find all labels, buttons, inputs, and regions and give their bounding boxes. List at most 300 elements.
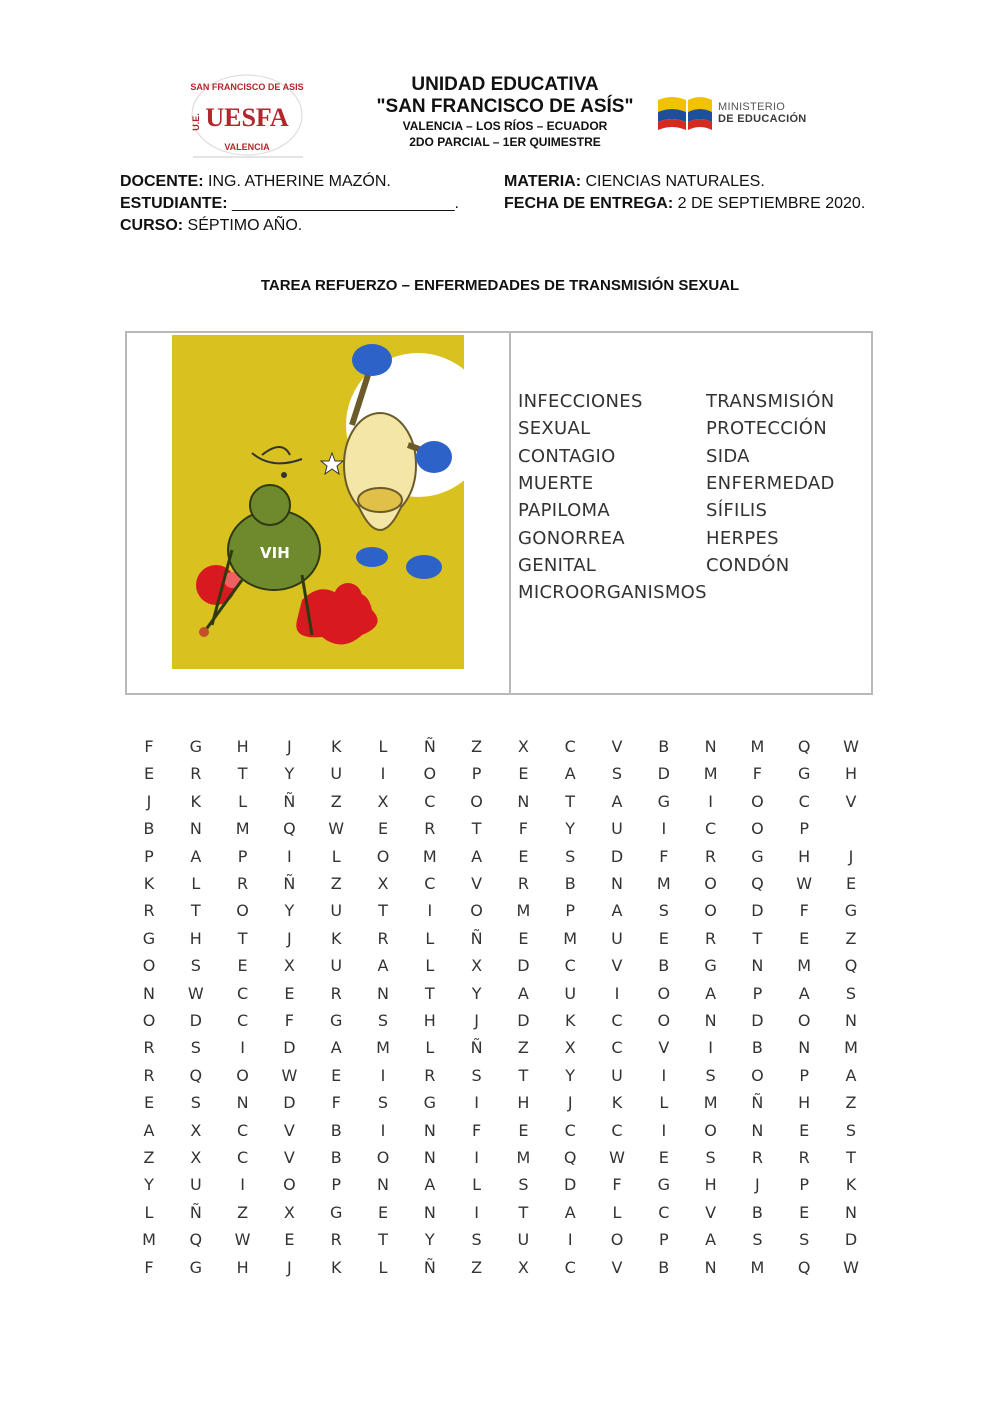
grid-letter[interactable]: P (331, 1175, 342, 1195)
grid-letter[interactable]: J (848, 846, 854, 866)
grid-letter[interactable]: Y (565, 1065, 576, 1085)
grid-letter[interactable]: M (563, 928, 578, 948)
grid-letter[interactable]: M (703, 1093, 718, 1113)
grid-letter[interactable]: H (798, 846, 811, 866)
grid-letter[interactable]: I (708, 791, 713, 811)
grid-letter[interactable]: S (799, 1230, 810, 1250)
grid-letter[interactable]: M (516, 901, 531, 921)
grid-letter[interactable]: G (142, 928, 156, 948)
grid-letter[interactable]: I (661, 1065, 667, 1085)
grid-letter[interactable]: R (190, 764, 202, 784)
grid-letter[interactable]: I (240, 1175, 245, 1195)
grid-letter[interactable]: B (658, 737, 670, 756)
grid-letter[interactable]: J (287, 737, 292, 756)
grid-letter[interactable]: V (705, 1202, 717, 1222)
grid-letter[interactable]: A (564, 764, 576, 784)
grid-letter[interactable]: V (611, 1257, 623, 1277)
grid-letter[interactable]: L (659, 1093, 669, 1113)
grid-letter[interactable]: J (287, 928, 292, 948)
grid-letter[interactable]: X (517, 737, 529, 756)
grid-letter[interactable]: Ñ (470, 928, 483, 948)
grid-letter[interactable]: N (423, 1120, 436, 1140)
grid-letter[interactable]: T (424, 983, 435, 1003)
grid-letter[interactable]: F (331, 1093, 341, 1113)
grid-letter[interactable]: A (705, 983, 717, 1003)
grid-letter[interactable]: Y (565, 819, 576, 839)
grid-letter[interactable]: G (423, 1093, 436, 1113)
grid-letter[interactable]: R (143, 901, 155, 921)
grid-letter[interactable]: C (424, 874, 436, 893)
grid-letter[interactable]: X (190, 1148, 202, 1167)
grid-letter[interactable]: E (518, 928, 529, 948)
grid-letter[interactable]: C (424, 791, 436, 811)
grid-letter[interactable]: F (144, 1257, 154, 1277)
grid-letter[interactable]: L (191, 874, 201, 893)
grid-letter[interactable]: O (657, 983, 671, 1003)
grid-letter[interactable]: N (704, 737, 717, 756)
grid-letter[interactable]: P (752, 983, 763, 1003)
grid-letter[interactable]: K (330, 1257, 342, 1277)
grid-letter[interactable]: E (658, 928, 669, 948)
grid-letter[interactable]: E (143, 764, 155, 784)
grid-letter[interactable]: B (330, 1148, 342, 1167)
grid-letter[interactable]: I (474, 1148, 479, 1167)
grid-letter[interactable]: S (611, 764, 623, 784)
grid-letter[interactable]: N (611, 874, 623, 893)
grid-letter[interactable]: E (237, 956, 248, 976)
grid-letter[interactable]: B (658, 956, 670, 976)
grid-letter[interactable]: E (377, 819, 389, 839)
grid-letter[interactable]: I (474, 1093, 479, 1113)
grid-letter[interactable]: H (517, 1093, 530, 1113)
grid-letter[interactable]: S (471, 1230, 482, 1250)
grid-letter[interactable]: C (237, 983, 249, 1003)
grid-letter[interactable]: I (287, 846, 292, 866)
grid-letter[interactable]: M (656, 874, 671, 893)
grid-letter[interactable]: E (284, 1230, 295, 1250)
grid-letter[interactable]: M (703, 764, 718, 784)
grid-letter[interactable]: H (798, 1093, 811, 1113)
grid-letter[interactable]: R (705, 928, 717, 948)
grid-letter[interactable]: B (751, 1038, 763, 1058)
grid-letter[interactable]: V (611, 737, 623, 756)
grid-letter[interactable]: R (798, 1148, 810, 1167)
grid-letter[interactable]: Ñ (283, 791, 296, 811)
grid-letter[interactable]: N (143, 983, 155, 1003)
grid-letter[interactable]: T (518, 1202, 529, 1222)
grid-letter[interactable]: U (611, 1065, 623, 1085)
grid-letter[interactable]: B (564, 874, 576, 893)
grid-letter[interactable]: E (845, 874, 857, 893)
grid-letter[interactable]: V (658, 1038, 670, 1058)
grid-letter[interactable]: A (330, 1038, 342, 1058)
grid-letter[interactable]: C (611, 1120, 623, 1140)
grid-letter[interactable]: W (843, 1257, 859, 1277)
grid-letter[interactable]: L (472, 1175, 482, 1195)
grid-letter[interactable]: S (705, 1148, 716, 1167)
grid-letter[interactable]: X (377, 874, 389, 893)
grid-letter[interactable]: F (144, 737, 154, 756)
grid-letter[interactable]: R (705, 846, 717, 866)
grid-letter[interactable]: T (518, 1065, 529, 1085)
grid-letter[interactable]: Z (471, 737, 483, 756)
grid-letter[interactable]: L (425, 956, 435, 976)
grid-letter[interactable]: X (564, 1038, 576, 1058)
grid-letter[interactable]: Y (284, 901, 295, 921)
grid-letter[interactable]: E (799, 928, 810, 948)
grid-letter[interactable]: U (517, 1230, 530, 1250)
grid-letter[interactable]: H (423, 1011, 436, 1030)
grid-letter[interactable]: K (330, 928, 342, 948)
grid-letter[interactable]: G (657, 791, 670, 811)
grid-letter[interactable]: I (240, 1038, 245, 1058)
grid-letter[interactable]: A (798, 983, 810, 1003)
grid-letter[interactable]: O (142, 956, 156, 976)
grid-letter[interactable]: L (425, 1038, 435, 1058)
grid-letter[interactable]: U (189, 1175, 202, 1195)
grid-letter[interactable]: A (845, 1065, 857, 1085)
grid-letter[interactable]: N (751, 956, 764, 976)
grid-letter[interactable]: R (424, 819, 436, 839)
grid-letter[interactable]: S (518, 1175, 529, 1195)
grid-letter[interactable]: N (845, 1202, 857, 1222)
grid-letter[interactable]: K (330, 737, 342, 756)
grid-letter[interactable]: G (844, 901, 858, 921)
grid-letter[interactable]: S (752, 1230, 763, 1250)
grid-letter[interactable]: O (751, 819, 764, 839)
grid-letter[interactable]: T (237, 928, 248, 948)
grid-letter[interactable]: W (281, 1065, 298, 1085)
grid-letter[interactable]: Q (797, 737, 811, 756)
grid-letter[interactable]: S (190, 956, 201, 976)
grid-letter[interactable]: E (658, 1148, 669, 1167)
grid-letter[interactable]: H (189, 928, 202, 948)
grid-letter[interactable]: C (705, 819, 717, 839)
grid-letter[interactable]: Q (797, 1257, 811, 1277)
grid-letter[interactable]: D (610, 846, 624, 866)
grid-letter[interactable]: U (330, 764, 343, 784)
grid-letter[interactable]: I (474, 1202, 479, 1222)
grid-letter[interactable]: B (330, 1120, 342, 1140)
grid-letter[interactable]: Y (471, 983, 482, 1003)
grid-letter[interactable]: P (799, 819, 810, 839)
grid-letter[interactable]: D (517, 1011, 530, 1030)
grid-letter[interactable]: T (565, 791, 576, 811)
grid-letter[interactable]: A (705, 1230, 717, 1250)
grid-letter[interactable]: H (236, 737, 249, 756)
grid-letter[interactable]: C (237, 1011, 249, 1030)
grid-letter[interactable]: R (143, 1065, 155, 1085)
grid-letter[interactable]: S (190, 1038, 201, 1058)
grid-letter[interactable]: D (751, 1011, 764, 1030)
grid-letter[interactable]: F (471, 1120, 482, 1140)
grid-letter[interactable]: Q (844, 956, 858, 976)
grid-letter[interactable]: N (377, 983, 389, 1003)
grid-letter[interactable]: F (752, 764, 762, 784)
grid-letter[interactable]: Z (143, 1148, 155, 1167)
grid-letter[interactable]: W (187, 983, 204, 1003)
grid-letter[interactable]: O (236, 1065, 249, 1085)
grid-letter[interactable]: U (564, 983, 577, 1003)
grid-letter[interactable]: Q (563, 1148, 577, 1167)
grid-letter[interactable]: D (283, 1038, 296, 1058)
grid-letter[interactable]: R (377, 928, 389, 948)
grid-letter[interactable]: G (329, 1011, 343, 1030)
grid-letter[interactable]: G (329, 1202, 343, 1222)
grid-letter[interactable]: S (565, 846, 576, 866)
grid-letter[interactable]: M (235, 819, 250, 839)
grid-letter[interactable]: Ñ (423, 1257, 436, 1277)
grid-letter[interactable]: W (328, 819, 345, 839)
grid-letter[interactable]: O (376, 1148, 390, 1167)
grid-letter[interactable]: E (377, 1202, 389, 1222)
grid-letter[interactable]: T (378, 1230, 388, 1250)
grid-letter[interactable]: M (797, 956, 812, 976)
grid-letter[interactable]: S (845, 983, 857, 1003)
grid-letter[interactable]: Ñ (283, 874, 296, 893)
grid-letter[interactable]: I (708, 1038, 713, 1058)
grid-letter[interactable]: V (611, 956, 623, 976)
grid-letter[interactable]: D (517, 956, 530, 976)
grid-letter[interactable]: E (518, 846, 529, 866)
grid-letter[interactable]: Ñ (751, 1093, 764, 1113)
grid-letter[interactable]: H (844, 764, 858, 784)
grid-letter[interactable]: P (237, 846, 248, 866)
grid-letter[interactable]: I (380, 764, 386, 784)
grid-letter[interactable]: P (799, 1065, 810, 1085)
grid-letter[interactable]: D (844, 1230, 858, 1250)
grid-letter[interactable]: O (142, 1011, 156, 1030)
grid-letter[interactable]: H (236, 1257, 249, 1277)
grid-letter[interactable]: O (704, 874, 717, 893)
grid-letter[interactable]: L (144, 1202, 154, 1222)
grid-letter[interactable]: I (427, 901, 433, 921)
grid-letter[interactable]: H (704, 1175, 717, 1195)
grid-letter[interactable]: O (283, 1175, 296, 1195)
grid-letter[interactable]: C (611, 1011, 623, 1030)
grid-letter[interactable]: P (565, 901, 576, 921)
grid-letter[interactable]: Ñ (189, 1202, 202, 1222)
grid-letter[interactable]: O (423, 764, 437, 784)
grid-letter[interactable]: V (471, 874, 483, 893)
grid-letter[interactable]: I (380, 1120, 386, 1140)
grid-letter[interactable]: K (564, 1011, 576, 1030)
grid-letter[interactable]: Q (751, 874, 764, 893)
grid-letter[interactable]: P (658, 1230, 669, 1250)
grid-letter[interactable]: M (376, 1038, 390, 1058)
grid-letter[interactable]: W (796, 874, 813, 893)
grid-letter[interactable]: N (517, 791, 530, 811)
grid-letter[interactable]: O (704, 901, 717, 921)
grid-letter[interactable]: V (283, 1120, 295, 1140)
grid-letter[interactable]: F (659, 846, 669, 866)
grid-letter[interactable]: L (378, 1257, 388, 1277)
grid-letter[interactable]: K (845, 1175, 857, 1195)
grid-letter[interactable]: S (471, 1065, 482, 1085)
grid-letter[interactable]: A (611, 901, 623, 921)
grid-letter[interactable]: M (750, 1257, 765, 1277)
grid-letter[interactable]: I (661, 1120, 667, 1140)
grid-letter[interactable]: S (377, 1011, 389, 1030)
grid-letter[interactable]: Y (144, 1175, 154, 1195)
grid-letter[interactable]: F (612, 1175, 622, 1195)
grid-letter[interactable]: G (189, 1257, 202, 1277)
grid-letter[interactable]: N (423, 1202, 436, 1222)
grid-letter[interactable]: A (143, 1120, 155, 1140)
grid-letter[interactable]: X (377, 791, 389, 811)
grid-letter[interactable]: R (751, 1148, 763, 1167)
grid-letter[interactable]: Z (237, 1202, 249, 1222)
grid-letter[interactable]: I (567, 1230, 573, 1250)
grid-letter[interactable]: N (798, 1038, 811, 1058)
grid-letter[interactable]: N (423, 1148, 436, 1167)
grid-letter[interactable]: V (845, 791, 857, 811)
grid-letter[interactable]: B (751, 1202, 763, 1222)
grid-letter[interactable]: O (704, 1120, 717, 1140)
grid-letter[interactable]: E (799, 1202, 810, 1222)
grid-letter[interactable]: N (236, 1093, 249, 1113)
grid-letter[interactable]: D (751, 901, 764, 921)
grid-letter[interactable]: T (237, 764, 248, 784)
grid-letter[interactable]: E (284, 983, 295, 1003)
grid-letter[interactable]: G (751, 846, 764, 866)
grid-letter[interactable]: G (189, 737, 202, 756)
grid-letter[interactable]: O (797, 1011, 811, 1030)
grid-letter[interactable]: D (564, 1175, 577, 1195)
grid-letter[interactable]: C (798, 791, 810, 811)
grid-letter[interactable]: S (845, 1120, 857, 1140)
grid-letter[interactable]: P (144, 846, 154, 866)
grid-letter[interactable]: N (704, 1011, 717, 1030)
grid-letter[interactable]: X (517, 1257, 529, 1277)
grid-letter[interactable]: C (564, 737, 576, 756)
grid-letter[interactable]: F (518, 819, 528, 839)
grid-letter[interactable]: N (751, 1120, 764, 1140)
grid-letter[interactable]: X (471, 956, 483, 976)
grid-letter[interactable]: Q (283, 819, 296, 839)
grid-letter[interactable]: A (564, 1202, 576, 1222)
grid-letter[interactable]: N (189, 819, 202, 839)
grid-letter[interactable]: K (143, 874, 155, 893)
grid-letter[interactable]: M (516, 1148, 531, 1167)
grid-letter[interactable]: T (378, 901, 388, 921)
grid-letter[interactable]: C (237, 1120, 249, 1140)
grid-letter[interactable]: R (237, 874, 249, 893)
grid-letter[interactable]: L (378, 737, 388, 756)
grid-letter[interactable]: N (704, 1257, 717, 1277)
grid-letter[interactable]: O (470, 791, 483, 811)
grid-letter[interactable]: A (190, 846, 202, 866)
grid-letter[interactable]: J (755, 1175, 760, 1195)
grid-letter[interactable]: A (611, 791, 623, 811)
grid-letter[interactable]: D (283, 1093, 296, 1113)
grid-letter[interactable]: R (143, 1038, 155, 1058)
grid-letter[interactable]: I (661, 819, 667, 839)
grid-letter[interactable]: I (380, 1065, 386, 1085)
grid-letter[interactable]: U (330, 901, 343, 921)
grid-letter[interactable]: F (284, 1011, 294, 1030)
grid-letter[interactable]: L (331, 846, 341, 866)
grid-letter[interactable]: W (234, 1230, 251, 1250)
grid-letter[interactable]: V (283, 1148, 295, 1167)
grid-letter[interactable]: Ñ (423, 737, 436, 756)
grid-letter[interactable]: U (330, 956, 343, 976)
grid-letter[interactable]: L (612, 1202, 622, 1222)
grid-letter[interactable]: N (377, 1175, 389, 1195)
grid-letter[interactable]: A (471, 846, 483, 866)
grid-letter[interactable]: M (422, 846, 437, 866)
grid-letter[interactable]: O (376, 846, 390, 866)
grid-letter[interactable]: L (238, 791, 248, 811)
grid-letter[interactable]: U (611, 928, 623, 948)
grid-letter[interactable]: F (799, 901, 809, 921)
grid-letter[interactable]: K (190, 791, 202, 811)
grid-letter[interactable]: E (518, 764, 529, 784)
grid-letter[interactable]: T (471, 819, 482, 839)
grid-letter[interactable]: N (845, 1011, 857, 1030)
grid-letter[interactable]: S (377, 1093, 389, 1113)
grid-letter[interactable]: M (142, 1230, 156, 1250)
grid-letter[interactable]: X (283, 956, 295, 976)
grid-letter[interactable]: B (143, 819, 155, 839)
grid-letter[interactable]: Q (189, 1065, 203, 1085)
grid-letter[interactable]: E (143, 1093, 155, 1113)
grid-letter[interactable]: T (752, 928, 763, 948)
grid-letter[interactable]: J (287, 1257, 292, 1277)
grid-letter[interactable]: O (610, 1230, 624, 1250)
grid-letter[interactable]: A (377, 956, 389, 976)
grid-letter[interactable]: Y (284, 764, 295, 784)
grid-letter[interactable]: Ñ (470, 1038, 483, 1058)
grid-letter[interactable]: R (424, 1065, 436, 1085)
grid-letter[interactable]: S (190, 1093, 201, 1113)
grid-letter[interactable]: A (424, 1175, 436, 1195)
grid-letter[interactable]: O (470, 901, 483, 921)
grid-letter[interactable]: R (330, 983, 342, 1003)
grid-letter[interactable]: B (658, 1257, 670, 1277)
grid-letter[interactable]: M (750, 737, 765, 756)
grid-letter[interactable]: T (846, 1148, 856, 1167)
grid-letter[interactable]: O (751, 791, 764, 811)
grid-letter[interactable]: T (190, 901, 201, 921)
grid-letter[interactable]: Z (471, 1257, 483, 1277)
grid-letter[interactable]: I (614, 983, 620, 1003)
grid-letter[interactable]: D (657, 764, 670, 784)
grid-letter[interactable]: C (658, 1202, 670, 1222)
grid-letter[interactable]: D (189, 1011, 202, 1030)
grid-letter[interactable]: M (844, 1038, 858, 1058)
grid-letter[interactable]: G (797, 764, 811, 784)
grid-letter[interactable]: E (799, 1120, 810, 1140)
grid-letter[interactable]: S (658, 901, 669, 921)
grid-letter[interactable]: C (564, 1257, 576, 1277)
grid-letter[interactable]: P (471, 764, 482, 784)
grid-letter[interactable]: J (146, 791, 152, 811)
grid-letter[interactable]: W (843, 737, 859, 756)
grid-letter[interactable]: J (474, 1011, 479, 1030)
grid-letter[interactable]: O (751, 1065, 764, 1085)
grid-letter[interactable]: S (705, 1065, 716, 1085)
grid-letter[interactable]: E (518, 1120, 529, 1140)
grid-letter[interactable]: Y (424, 1230, 435, 1250)
grid-letter[interactable]: Z (330, 791, 342, 811)
grid-letter[interactable]: L (425, 928, 435, 948)
grid-letter[interactable]: Z (517, 1038, 529, 1058)
grid-letter[interactable]: R (517, 874, 529, 893)
grid-letter[interactable]: E (331, 1065, 342, 1085)
grid-letter[interactable]: Z (845, 1093, 857, 1113)
grid-letter[interactable]: A (517, 983, 529, 1003)
